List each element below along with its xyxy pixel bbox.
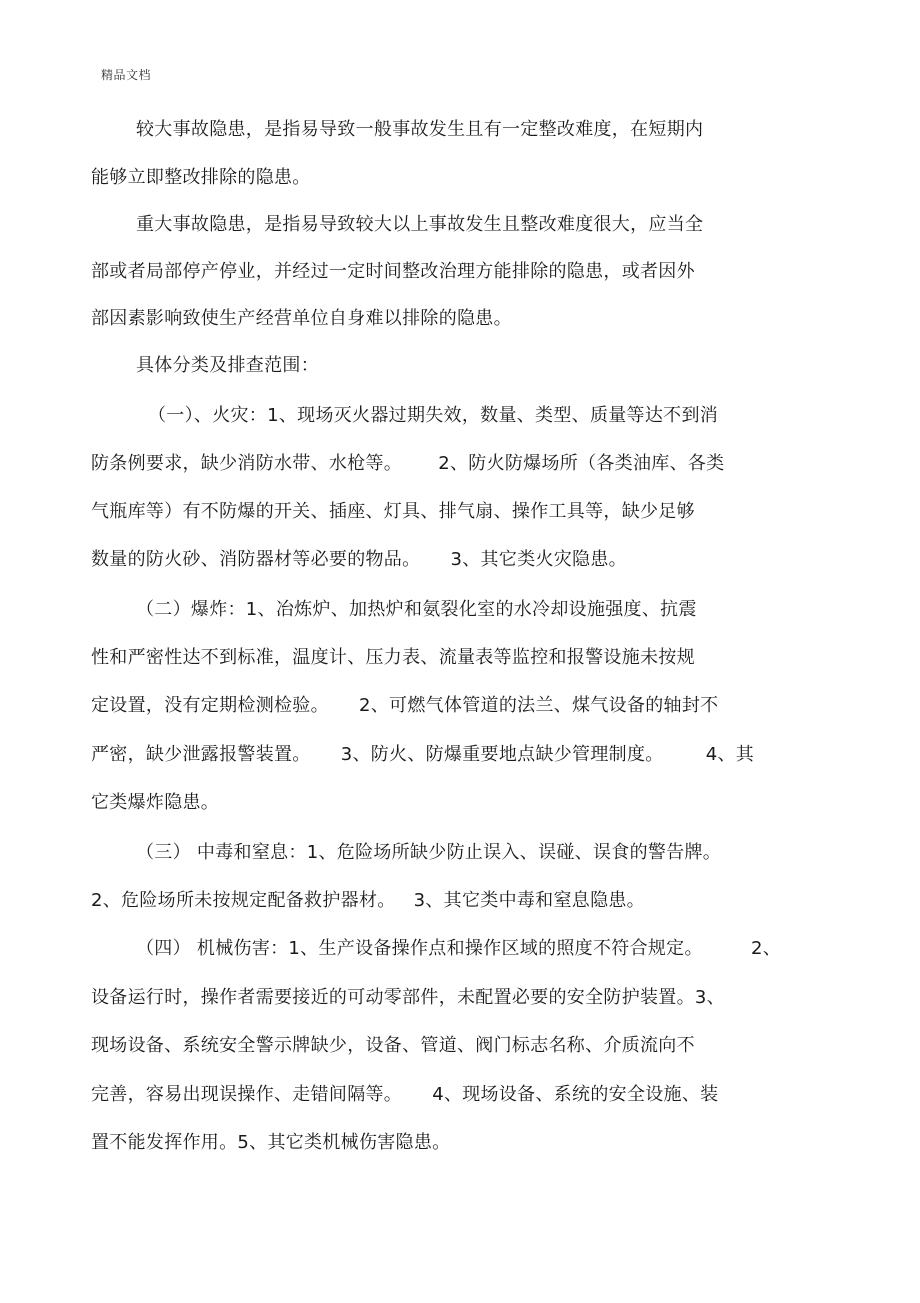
text-line: 部或者局部停产停业，并经过一定时间整改治理方能排除的隐患，或者因外 (91, 261, 695, 282)
text-line: 定设置，没有定期检测检验。 2、可燃气体管道的法兰、煤气设备的轴封不 (91, 695, 719, 716)
text-line: （一）、火灾：1、现场灭火器过期失效，数量、类型、质量等达不到消 (148, 405, 719, 426)
text-line: 气瓶库等）有不防爆的开关、插座、灯具、排气扇、操作工具等，缺少足够 (91, 501, 695, 522)
text-line: 具体分类及排查范围： (136, 355, 319, 376)
text-line: 现场设备、系统安全警示牌缺少，设备、管道、阀门标志名称、介质流向不 (91, 1035, 695, 1056)
text-line: 部因素影响致使生产经营单位自身难以排除的隐患。 (91, 308, 512, 329)
page-header: 精品文档 (101, 68, 152, 82)
text-line: 它类爆炸隐患。 (91, 792, 220, 813)
text-line: （二）爆炸：1、冶炼炉、加热炉和氨裂化室的水冷却设施强度、抗震 (136, 599, 697, 620)
text-line: 重大事故隐患，是指易导致较大以上事故发生且整改难度很大，应当全 (136, 214, 704, 235)
text-line: 严密，缺少泄露报警装置。 3、防火、防爆重要地点缺少管理制度。 4、其 (91, 744, 755, 765)
text-line: 能够立即整改排除的隐患。 (91, 167, 311, 188)
text-line: 数量的防火砂、消防器材等必要的物品。 3、其它类火灾隐患。 (91, 549, 627, 570)
text-line: 较大事故隐患，是指易导致一般事故发生且有一定整改难度，在短期内 (136, 119, 704, 140)
text-line: 设备运行时，操作者需要接近的可动零部件，未配置必要的安全防护装置。3、 (91, 987, 725, 1008)
text-line: 完善，容易出现误操作、走错间隔等。 4、现场设备、系统的安全设施、装 (91, 1084, 719, 1105)
text-line: （四） 机械伤害：1、生产设备操作点和操作区域的照度不符合规定。 2、 (136, 938, 781, 959)
text-line: 性和严密性达不到标准，温度计、压力表、流量表等监控和报警设施未按规 (91, 647, 695, 668)
text-line: 2、危险场所未按规定配备救护器材。 3、其它类中毒和窒息隐患。 (91, 890, 645, 911)
text-line: （三） 中毒和窒息：1、危险场所缺少防止误入、误碰、误食的警告牌。 (136, 842, 722, 863)
text-line: 防条例要求，缺少消防水带、水枪等。 2、防火防爆场所（各类油库、各类 (91, 453, 725, 474)
text-line: 置不能发挥作用。5、其它类机械伤害隐患。 (91, 1132, 451, 1153)
